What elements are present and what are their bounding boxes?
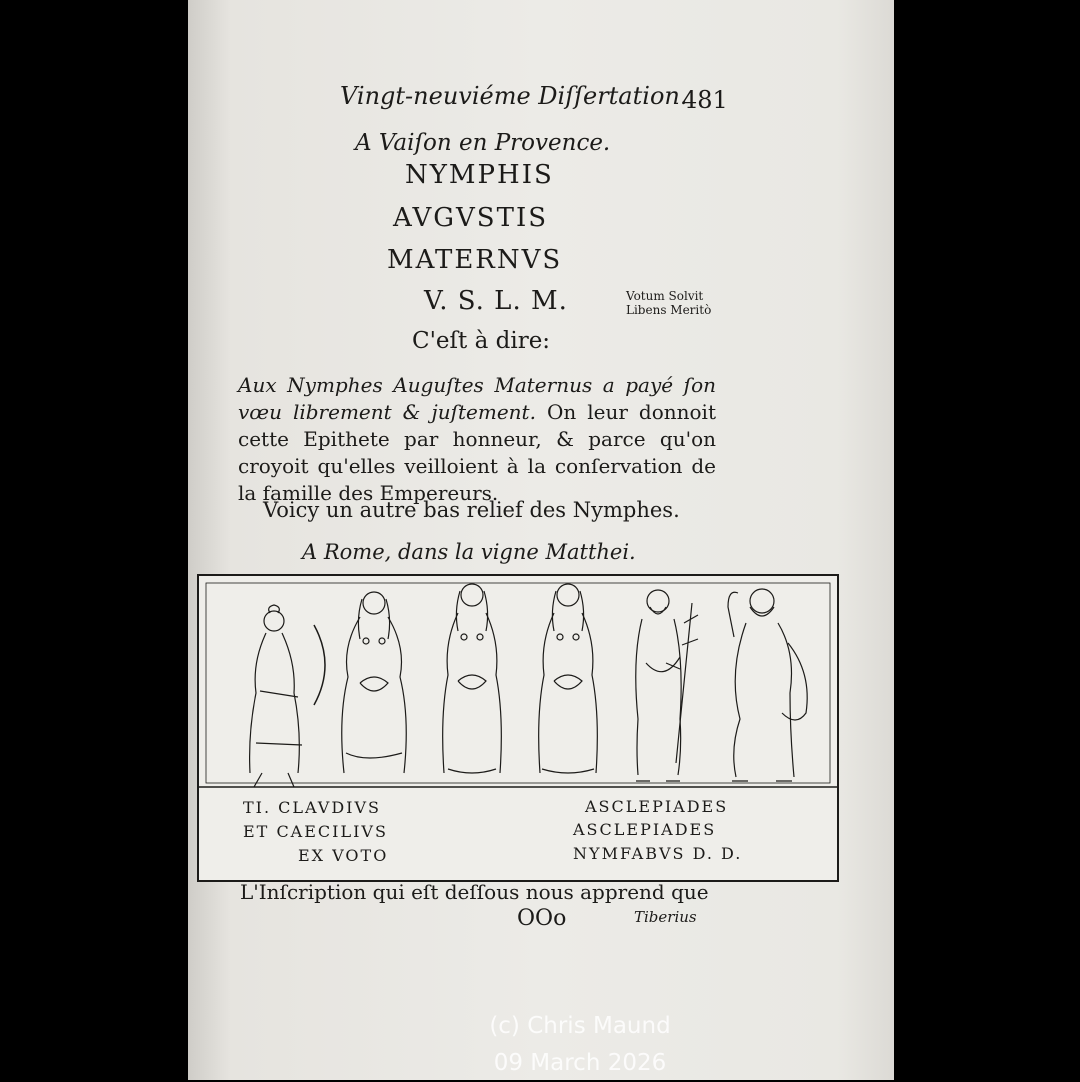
translation-roman: On leur donnoit cette Epithete par honneur, & parce qu'on croyoit qu'elles veilloient à la conſervation de la famille des Empereurs. bbox=[238, 400, 716, 505]
catch-ooo: OOo bbox=[517, 906, 567, 931]
watermark-date: 09 March 2026 bbox=[493, 1050, 667, 1076]
inscription-line-4: V. S. L. M. bbox=[424, 286, 568, 316]
voicy-line: Voicy un autre bas relief des Nymphes. bbox=[263, 498, 680, 522]
caption-right-line-3: NYMFABVS D. D. bbox=[573, 844, 743, 863]
catchword: Tiberius bbox=[634, 908, 697, 926]
caption-right-line-1: ASCLEPIADES bbox=[585, 797, 729, 816]
inscription-abbreviation-note bbox=[626, 289, 711, 317]
watermark-copyright: (c) Chris Maund bbox=[489, 1013, 671, 1039]
inscription-line-1: NYMPHIS bbox=[405, 160, 554, 190]
running-head: Vingt-neuviéme Diſſertation. bbox=[340, 82, 688, 110]
photo-watermark bbox=[430, 1008, 730, 1082]
place-heading-rome: A Rome, dans la vigne Matthei. bbox=[302, 540, 636, 564]
translation-italic: Aux Nymphes Auguſtes Maternus a payé ſon vœu librement & juſtement. bbox=[238, 373, 716, 424]
page-number: 481 bbox=[682, 86, 728, 114]
note-line-1: Votum Solvit bbox=[626, 289, 704, 303]
caption-left-line-3: EX VOTO bbox=[298, 846, 389, 865]
note-line-2: Libens Meritò bbox=[626, 303, 712, 317]
inscription-line-3: MATERNVS bbox=[387, 245, 563, 275]
translation-paragraph bbox=[238, 372, 716, 507]
caption-right-line-2: ASCLEPIADES bbox=[573, 820, 717, 839]
caption-left-line-2: ET CAECILIVS bbox=[243, 822, 388, 841]
place-heading-vaison: A Vaiſon en Provence. bbox=[355, 130, 611, 156]
caption-left-line-1: TI. CLAVDIVS bbox=[243, 798, 382, 817]
cest-a-dire: C'eſt à dire: bbox=[412, 328, 551, 354]
last-text-line: L'Inſcription qui eſt deſſous nous apprend que bbox=[240, 880, 709, 904]
inscription-line-2: AVGVSTIS bbox=[393, 203, 549, 233]
